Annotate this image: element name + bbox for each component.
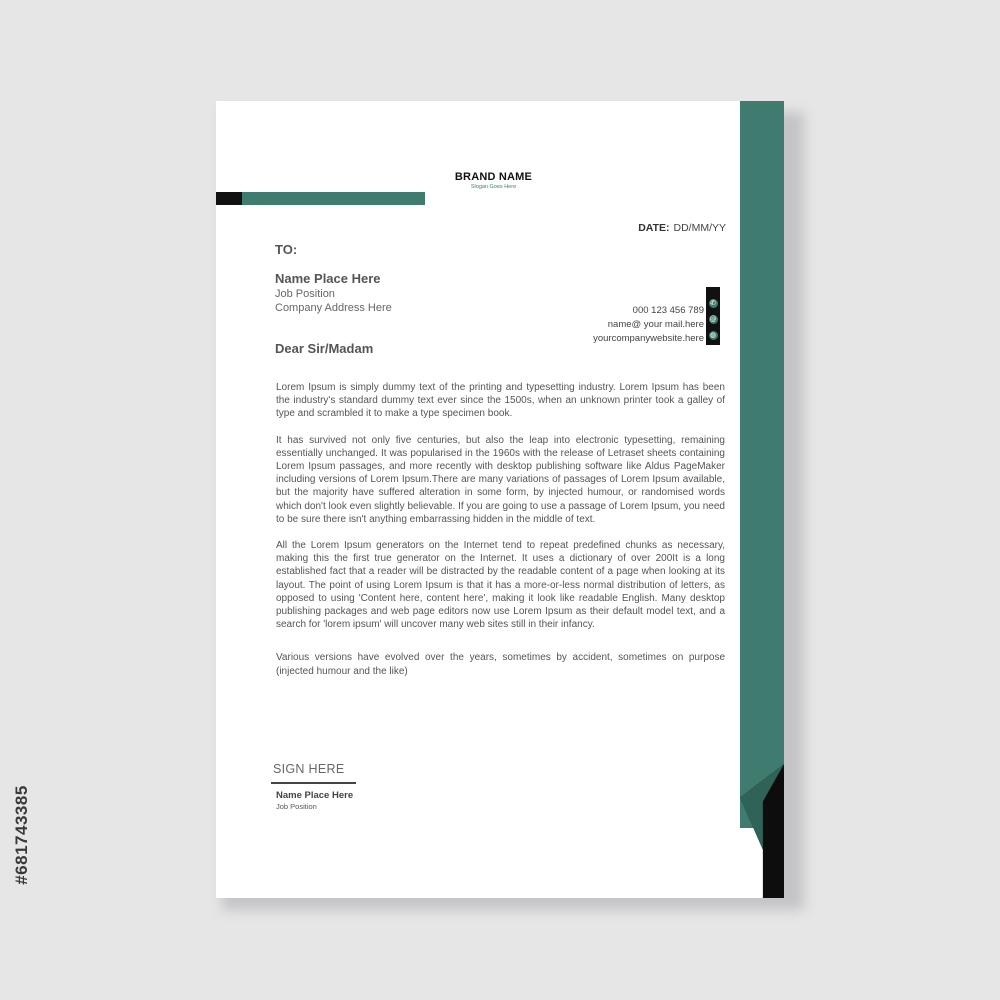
salutation: Dear Sir/Madam [275,341,374,356]
contact-website: yourcompanywebsite.here [593,333,704,344]
signer-position: Job Position [276,802,317,811]
signer-name: Name Place Here [276,790,354,801]
globe-icon: ◍ [709,330,717,339]
date-label: DATE: [638,222,670,234]
recipient-position: Job Position [275,288,335,300]
stock-id-label [2,760,42,910]
contact-email: name@ your mail.here [607,319,704,330]
recipient-name: Name Place Here [275,271,381,286]
letter-body [276,381,725,691]
letterhead-page [216,101,784,898]
date-row [638,222,726,234]
signature-line [271,782,356,784]
body-paragraph-1: Lorem Ipsum is simply dummy text of the printing and typesetting industry. Lorem Ipsum has been the industry's standard dummy text ever since the 1500s, when an unknown printer took a galley of type and scrambled it to make a type specimen book. [276,382,725,420]
at-icon: @ [709,314,717,323]
brand-slogan: Slogan Goes Here [470,184,517,190]
recipient-block [275,271,392,315]
contact-icons-bar [706,287,720,345]
to-label: TO: [275,242,298,257]
stock-id-text: #681743385 [12,785,32,885]
body-paragraph-4: Various versions have evolved over the years, sometimes by accident, sometimes on purpose (injected humour and the like) [276,652,725,677]
sign-here-label: SIGN HERE [273,762,345,776]
contact-block [593,304,704,346]
brand-name: BRAND NAME [454,171,533,183]
body-paragraph-3: All the Lorem Ipsum generators on the Internet tend to repeat predefined chunks as necessary, making this the first true generator on the Internet. It uses a dictionary of over 200It is a long established fact that a reader will be distracted by the readable content of a page when looking at its layout. The point of using Lorem Ipsum is that it has a more-or-less normal distribution of letters, as opposed to using 'Content here, content here', making it look like readable English. Many desktop publishing packages and web page editors now use Lorem Ipsum as their default model text, and a search for 'lorem ipsum' will uncover many web sites still in their infancy. [276,540,725,631]
phone-icon: ✆ [710,298,716,307]
brand-block [436,171,551,190]
side-accent-stripe [740,101,784,828]
contact-phone: 000 123 456 789 [632,305,704,316]
body-paragraph-2: It has survived not only five centuries, but also the leap into electronic typesetting, remaining essentially unchanged. It was popularised in the 1960s with the release of Letraset sheets containing Lorem Ipsum passages, and more recently with desktop publishing software like Aldus PageMaker including versions of Lorem Ipsum.There are many variations of passages of Lorem Ipsum available, but the majority have suffered alteration in some form, by injected humour, or randomised words which don't look even slightly believable. If you are going to use a passage of Lorem Ipsum, you need to be sure there isn't anything embarrassing hidden in the middle of text. [276,434,725,525]
header-bar-green [242,192,425,205]
recipient-address: Company Address Here [275,302,392,314]
date-value: DD/MM/YY [673,222,726,234]
header-bar-black [216,192,242,205]
